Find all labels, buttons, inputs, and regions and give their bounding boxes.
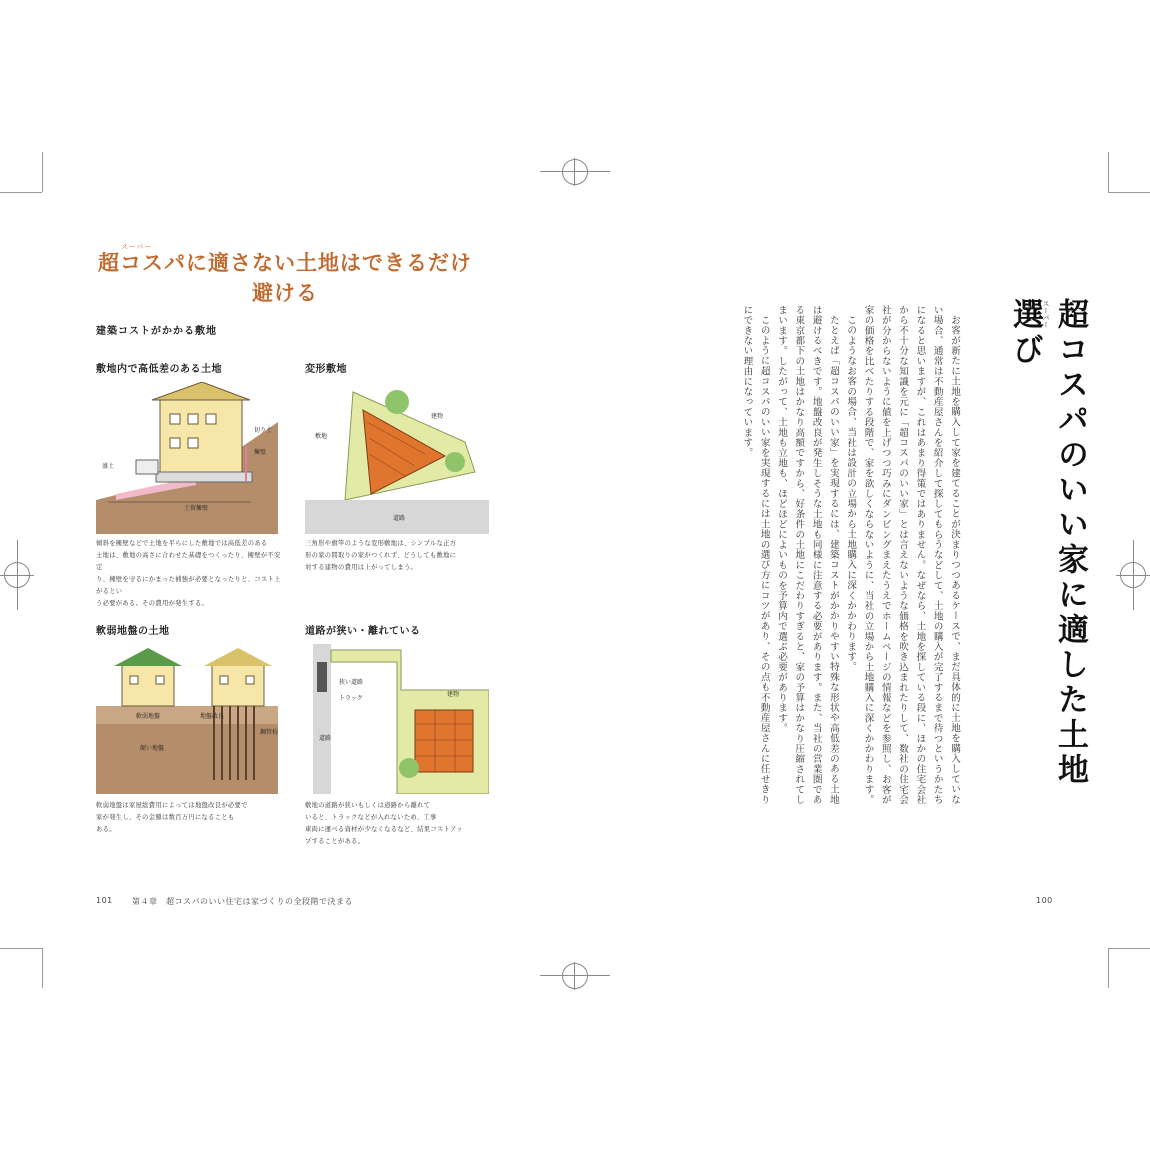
figure-narrow-road-illustration xyxy=(305,644,489,794)
crop-mark xyxy=(1108,948,1150,949)
page-number-right: 100 xyxy=(1036,896,1053,905)
figure-title-narrow-road: 道路が狭い・離れている xyxy=(305,626,421,637)
label-hard-ground: 硬い地盤 xyxy=(140,745,165,752)
label-house: 建物 xyxy=(447,691,460,698)
crop-mark xyxy=(1108,948,1109,988)
label-truck: トラック xyxy=(339,695,363,702)
registration-circle xyxy=(4,562,30,588)
body-text xyxy=(663,305,963,805)
figure-title-slope: 敷地内で高低差のある土地 xyxy=(96,364,222,375)
page-title-line-1: 超コスパに適さない土地はできるだけ xyxy=(98,251,472,275)
label-road-narrow: 道路 xyxy=(319,735,332,742)
paragraph: お客が新たに土地を購入して家を建てることが決まりつつあるケースで、まだ具体的に土地を購入していない場合、通常は不動産屋さんを紹介して探してもらうなどして、土地の購入が完了するまで待つというかたちになると思いますが、これはあまり得策ではありません。なぜなら、土地を探している段に、ほかの住宅会社から不十分な知識を元に「超コスパのいい家」とは言えないような価格を吹き込まれたりして、数社の住宅会社が分からないように値を上げつつ巧みにダンピングまえたうえでホームページの情報などを参照し、お客が家の価格を比べたりする段階で、家を欲しくならないように、当社の立場から土地購入に深くかかわります。 xyxy=(862,305,960,805)
label-cut: 切り土 xyxy=(254,427,273,434)
title-ruby-right: スーパー xyxy=(1042,300,1050,328)
label-retaining-wall: 擁壁 xyxy=(254,449,267,456)
figure-irregular-illustration xyxy=(305,382,489,534)
crop-mark xyxy=(1108,152,1109,192)
paragraph: このように超コスパのいい家を実現するには土地の選び方にコツがあり、その点も不動産屋さんに任せきりにできない理由になっています。 xyxy=(741,305,770,805)
page-title xyxy=(95,248,475,308)
figure-caption-soft-ground: 軟弱地盤は家屋総費用によっては地盤改良が必要で 家が発生し、その金額は数百万円になることも ある。 xyxy=(96,802,248,833)
chapter-section-title: 超コスパのいい家に適した土地選び xyxy=(1007,298,1088,788)
label-ground-improvement: 地盤改良 xyxy=(200,713,225,720)
figure-soft-ground-illustration xyxy=(96,644,278,794)
label-narrow-road: 狭い道路 xyxy=(339,679,364,686)
page-number-left: 101 xyxy=(96,896,113,905)
label-ground: 土留擁壁 xyxy=(184,505,209,512)
figure-caption-narrow-road: 敷地の道路が狭いもしくは道路から離れて いると、トラックなどが入れないため、工事 車両に運べる資材が少なくなるなど、結果コストアッ プすることがある。 xyxy=(305,802,463,845)
running-head: 第４章 超コスパのいい住宅は家づくりの全段階で決まる xyxy=(132,897,353,906)
crop-mark xyxy=(0,948,42,949)
label-building: 建物 xyxy=(431,413,444,420)
registration-circle xyxy=(1120,562,1146,588)
crop-mark xyxy=(42,948,43,988)
registration-circle xyxy=(562,159,588,185)
paragraph: このようなお客の場合、当社は設計の立場から土地購入に深くかかわります。 xyxy=(845,314,857,672)
label-soft-ground: 軟弱地盤 xyxy=(136,713,161,720)
figure-caption-slope: 傾斜を擁壁などで土地を平らにした敷地では高低差のある 土地は、敷地の高さに合わせた基礎をつくったり、擁壁が不安定 り、擁壁を守るにかまった補強が必要となったりと、コスト上がるとい う必要がある。その費用が発生する。 xyxy=(96,540,281,607)
figure-slope-illustration xyxy=(96,382,278,534)
section-label: 建築コストがかかる敷地 xyxy=(96,326,217,337)
registration-circle xyxy=(562,963,588,989)
title-ruby: スーパー xyxy=(121,243,153,251)
crop-mark xyxy=(0,192,42,193)
figure-caption-irregular: 三角形や旗竿のような変形敷地は、シンプルな正方 形の家の間取りの家がつくれず、どうしても敷地に 対する建物の費用は上がってしまう。 xyxy=(305,540,457,571)
figure-title-soft-ground: 軟弱地盤の土地 xyxy=(96,626,170,637)
page-title-line-2: 避ける xyxy=(252,281,318,305)
label-road: 道路 xyxy=(393,515,406,522)
label-site: 敷地 xyxy=(315,433,328,440)
crop-mark xyxy=(1108,192,1150,193)
paragraph: たとえば「超コスパのいい家」を実現するには、建築コストがかかりやすい特殊な形状や高低差のある土地は避けるべきです。地盤改良が発生しそうな土地も同様に注意する必要があります。また、当社の営業圏である東京都下の土地はかなり高額ですから、好条件の土地にこだわりすぎると、家の予算はかなり圧縮されてしまいます。したがって、土地も立地も、ほどほどによいものを予算内で選ぶ必要があります。 xyxy=(776,305,839,805)
figure-title-irregular: 変形敷地 xyxy=(305,364,347,375)
crop-mark xyxy=(42,152,43,192)
label-fill: 盛土 xyxy=(102,463,115,470)
label-pile: 鋼管杭 xyxy=(260,729,278,736)
